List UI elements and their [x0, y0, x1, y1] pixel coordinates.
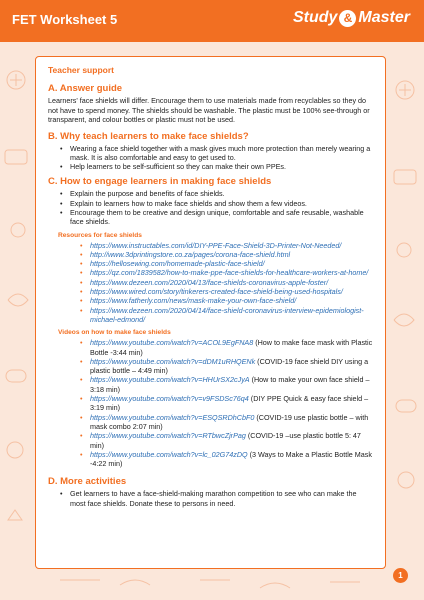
resource-link[interactable]: • https://www.dezeen.com/2020/04/13/face-shields-coronavirus-apple-foster/ [90, 278, 373, 287]
resource-link[interactable]: • https://www.dezeen.com/2020/04/14/face-shield-coronavirus-interview-epidemiologist-michael-edmond/ [90, 306, 373, 325]
video-link[interactable]: https://www.youtube.com/watch?v=v9FSDSc76q4 [90, 394, 249, 404]
section-d-list [48, 489, 373, 508]
resources-list [48, 241, 373, 325]
resource-link[interactable]: • https://www.instructables.com/id/DIY-PPE-Face-Shield-3D-Printer-Not-Needed/ [90, 241, 373, 250]
list-item: • Wearing a face shield together with a mask gives much more protection than merely wearing a mask. It is also comfortable and easy to get used to. [70, 144, 373, 163]
video-description: (3 Ways to Make a Plastic Bottle Mask -4:22 min) [90, 449, 372, 469]
video-description: (How to make face mask with Plastic Bottle -3:44 min) [90, 338, 373, 357]
video-link[interactable]: https://www.youtube.com/watch?v=lc_02G74zDQ [90, 449, 248, 459]
list-item: • Explain the purpose and benefits of face shields. [70, 189, 373, 198]
teacher-support-card [35, 56, 386, 569]
video-link[interactable]: https://www.youtube.com/watch?v=RTbwcZjrPag [90, 431, 246, 441]
resource-link[interactable]: • https://qz.com/1839582/how-to-make-ppe-face-shields-for-healthcare-workers-at-home/ [90, 268, 373, 277]
worksheet-title: FET Worksheet 5 [12, 12, 118, 27]
page-header [0, 0, 424, 42]
brand-logo [293, 9, 410, 27]
resource-link[interactable]: • https://www.wired.com/story/tinkerers-created-face-shield-being-used-hospitals/ [90, 287, 373, 296]
section-a-heading: A. Answer guide [48, 83, 123, 94]
section-d-heading: D. More activities [48, 476, 127, 488]
brand-text-left: Study [292, 9, 338, 26]
videos-list [48, 338, 373, 468]
video-link[interactable]: https://www.youtube.com/watch?v=dDM1uRHQENk [90, 356, 256, 366]
video-description: (COVID-19 face shield DIY using a plastic bottle – 4:49 min) [90, 356, 369, 376]
video-description: (DIY PPE Quick & easy face shield –3:19 min) [90, 394, 369, 413]
video-description: (COVID-19 –use plastic bottle 5: 47 min) [90, 431, 361, 450]
section-a-text: Learners' face shields will differ. Encourage them to use materials made from recyclables so they do not have to spend money. The shields should be washable. The plastic must be 100% see-through or transparent, and colour bottles or plastic must not be used. [48, 96, 370, 124]
video-description: (COVID-19 use plastic bottle – with mask combo 2:07 min) [90, 412, 369, 431]
resource-link[interactable]: • http://www.3dprintingstore.co.za/pages/corona-face-shield.html [90, 250, 373, 259]
brand-text-right: Master [358, 9, 410, 26]
support-title: Teacher support [48, 65, 114, 75]
video-description: (How to make your own face shield –3:18 min) [90, 375, 370, 394]
video-item [90, 394, 373, 413]
video-link[interactable]: https://www.youtube.com/watch?v=ESQSRDhCbF0 [90, 412, 255, 422]
resource-link[interactable]: • https://www.fatherly.com/news/mask-make-your-own-face-shield/ [90, 296, 373, 305]
section-b-list [48, 144, 373, 172]
section-c-heading: C. How to engage learners in making face shields [48, 176, 272, 188]
section-b-heading: B. Why teach learners to make face shields? [48, 130, 249, 142]
video-item [90, 450, 373, 469]
page-number: 1 [393, 568, 408, 583]
video-item [90, 413, 373, 432]
videos-title: Videos on how to make face shields [58, 329, 171, 337]
list-item: • Get learners to have a face-shield-making marathon competition to see who can make the most face shields. Donate these to persons in need. [70, 489, 373, 508]
list-item: • Encourage them to be creative and design unique, comfortable and safe reusable, washable face shields. [70, 208, 373, 227]
video-link[interactable]: https://www.youtube.com/watch?v=HHUrSX2cJyA [90, 375, 250, 385]
video-item [90, 338, 373, 357]
video-item [90, 357, 373, 376]
video-item [90, 431, 373, 450]
resource-link[interactable]: • https://hellosewing.com/homemade-plastic-face-shield/ [90, 259, 373, 268]
video-link[interactable]: https://www.youtube.com/watch?v=ACOL9EgFNA8 [90, 338, 254, 348]
resources-title: Resources for face shields [58, 231, 142, 239]
list-item: • Help learners to be self-sufficient so they can make their own PPEs. [70, 162, 373, 171]
video-item [90, 375, 373, 394]
brand-ampersand: & [339, 10, 356, 27]
section-c-list [48, 189, 373, 226]
list-item: • Explain to learners how to make face shields and show them a few videos. [70, 199, 373, 208]
